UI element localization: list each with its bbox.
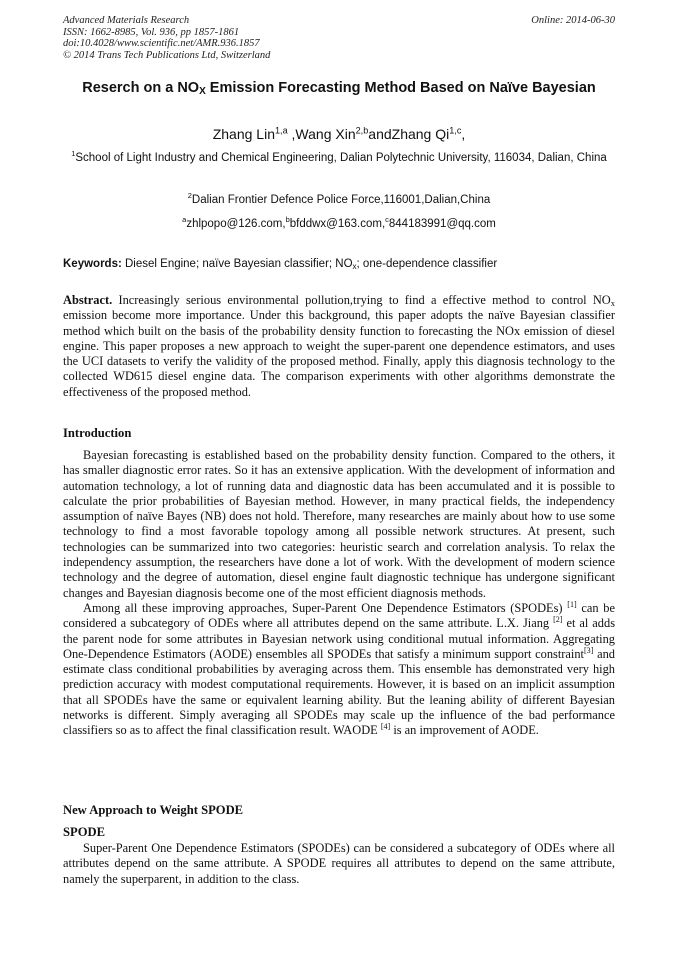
author-3-sup: 1,c xyxy=(449,125,462,136)
abstract-text-1: Increasingly serious environmental pollution,trying to find a effective method to control NO xyxy=(112,293,611,307)
journal-doi: doi:10.4028/www.scientific.net/AMR.936.1857 xyxy=(63,38,260,49)
keywords xyxy=(63,257,615,272)
journal-header xyxy=(63,15,270,61)
author-list xyxy=(63,125,615,143)
keywords-label: Keywords: xyxy=(63,258,122,270)
affiliation-2-sup: 2 xyxy=(187,191,192,201)
title-subscript: X xyxy=(199,86,206,97)
intro-p2-text-c: et al adds the parent node for some attributes in Bayesian network using conditional mutual information. Aggregating One-Dependence Estimators (AODE) ensembles all SPODEs that satisfy a minimum support constraint xyxy=(63,616,616,661)
spode-body xyxy=(63,841,615,887)
spode-paragraph-1: Super-Parent One Dependence Estimators (SPODEs) can be considered a subcategory of ODEs where all attributes depend on the same attribute. A SPODE requires all attributes to depend on the same attribute, namely the superparent, in addition to the class. xyxy=(63,841,615,886)
abstract-subscript: x xyxy=(610,298,615,308)
affiliation-1 xyxy=(63,150,615,167)
affiliation-1-sup: 1 xyxy=(71,149,76,159)
email-list xyxy=(63,217,615,232)
email-a: zhlpopo@126.com, xyxy=(186,218,286,230)
keywords-subscript: x xyxy=(352,262,357,271)
email-c-sup: c xyxy=(385,215,389,225)
journal-copyright: © 2014 Trans Tech Publications Ltd, Switzerland xyxy=(63,49,271,61)
intro-p2-text-b: can be considered a subcategory of ODEs where all attributes depend on the same attribute. L.X. Jiang xyxy=(63,600,615,631)
citation-1: [1] xyxy=(567,599,577,609)
citation-3: [3] xyxy=(584,645,594,655)
paper-title xyxy=(70,79,608,98)
author-2: ,Wang Xin xyxy=(287,126,356,142)
online-date: Online: 2014-06-30 xyxy=(531,15,615,26)
keywords-text-1: Diesel Engine; naïve Bayesian classifier; NO xyxy=(121,258,353,270)
intro-p2-text-d: and estimate class conditional probabilities by averaging across them. This ensemble has demonstrated very high prediction accuracy with modest computational requirements. However, it is based on an implicit assumption that all SPODEs have the same or equivalent learning ability. But the leaning ability of different Bayesian networks is different. Simply averaging all SPODEs may scale up the influence of the bad performance classifiers so as to affect the final classification result. WAODE xyxy=(63,646,615,738)
intro-p2-text-a: Among all these improving approaches, Super-Parent One Dependence Estimators (SPODEs) xyxy=(83,600,568,615)
email-b: bfddwx@163.com, xyxy=(289,218,386,230)
keywords-text-2: ; one-dependence classifier xyxy=(356,258,498,270)
subsection-heading-spode: SPODE xyxy=(63,825,105,839)
email-a-sup: a xyxy=(182,215,187,225)
title-text-2: Emission Forecasting Method Based on Naïve Bayesian xyxy=(205,80,596,96)
affiliation-1-text: School of Light Industry and Chemical Engineering, Dalian Polytechnic University, 116034, Dalian, China xyxy=(75,152,607,164)
author-2-sup: 2,b xyxy=(355,125,369,136)
introduction-heading: Introduction xyxy=(63,426,132,440)
section-heading-new-approach: New Approach to Weight SPODE xyxy=(63,803,244,817)
email-b-sup: b xyxy=(285,215,290,225)
intro-p2-text-e: is an improvement of AODE. xyxy=(390,723,539,738)
abstract xyxy=(63,293,615,400)
abstract-label: Abstract. xyxy=(63,293,113,307)
abstract-text-2: emission become more importance. Under this background, this paper adopts the naïve Bayesian classifier method which built on the basis of the probability density function to forecasting the NOx emission of diesel engine. This paper proposes a new approach to weight the super-parent one dependence estimators, and uses the UCI datasets to verify the validity of the proposed method. Finally, apply this diagnosis technology to the collected WD615 diesel engine data. The comparison experiments with other algorithms demonstrate the effectiveness of the proposed method. xyxy=(63,308,615,399)
introduction-paragraph-1: Bayesian forecasting is established based on the probability density function. Compared to the others, it has smaller diagnostic error rates. So it has an extensive application. With the development of information and automation technology, a lot of running data and diagnostic data has been accumulated and it is possible to calculate the prior probabilities of Bayesian method. However, in many practical fields, the independency assumption of naïve Bayes (NB) does not hold. Therefore, many researches are mainly about how to use some technology to find a most favorable topology among all possible network structures. At present, such technologies can be summarized into two categories: heuristic search and correlation analysis. To relax the independency assumption, the researchers have done a lot of work. With the development of modern science technology and the degree of automation, diesel engine fault diagnostic technique has undergone significant changes and Bayesian diagnosis become one of the most efficient diagnosis methods. xyxy=(63,448,615,600)
introduction-paragraph-2 xyxy=(63,601,615,739)
journal-issn: ISSN: 1662-8985, Vol. 936, pp 1857-1861 xyxy=(63,26,240,38)
email-c: 844183991@qq.com xyxy=(388,218,496,230)
author-1-sup: 1,a xyxy=(275,125,288,136)
affiliation-2-text: Dalian Frontier Defence Police Force,116001,Dalian,China xyxy=(191,194,491,206)
citation-4: [4] xyxy=(380,722,391,732)
author-list-end: , xyxy=(461,126,466,142)
title-text-1: Reserch on a NO xyxy=(82,80,200,96)
introduction-body xyxy=(63,448,615,739)
author-1: Zhang Lin xyxy=(212,126,275,142)
citation-2: [2] xyxy=(553,615,563,625)
journal-name: Advanced Materials Research xyxy=(63,15,190,26)
affiliation-2 xyxy=(63,193,615,208)
author-3: andZhang Qi xyxy=(368,126,450,142)
